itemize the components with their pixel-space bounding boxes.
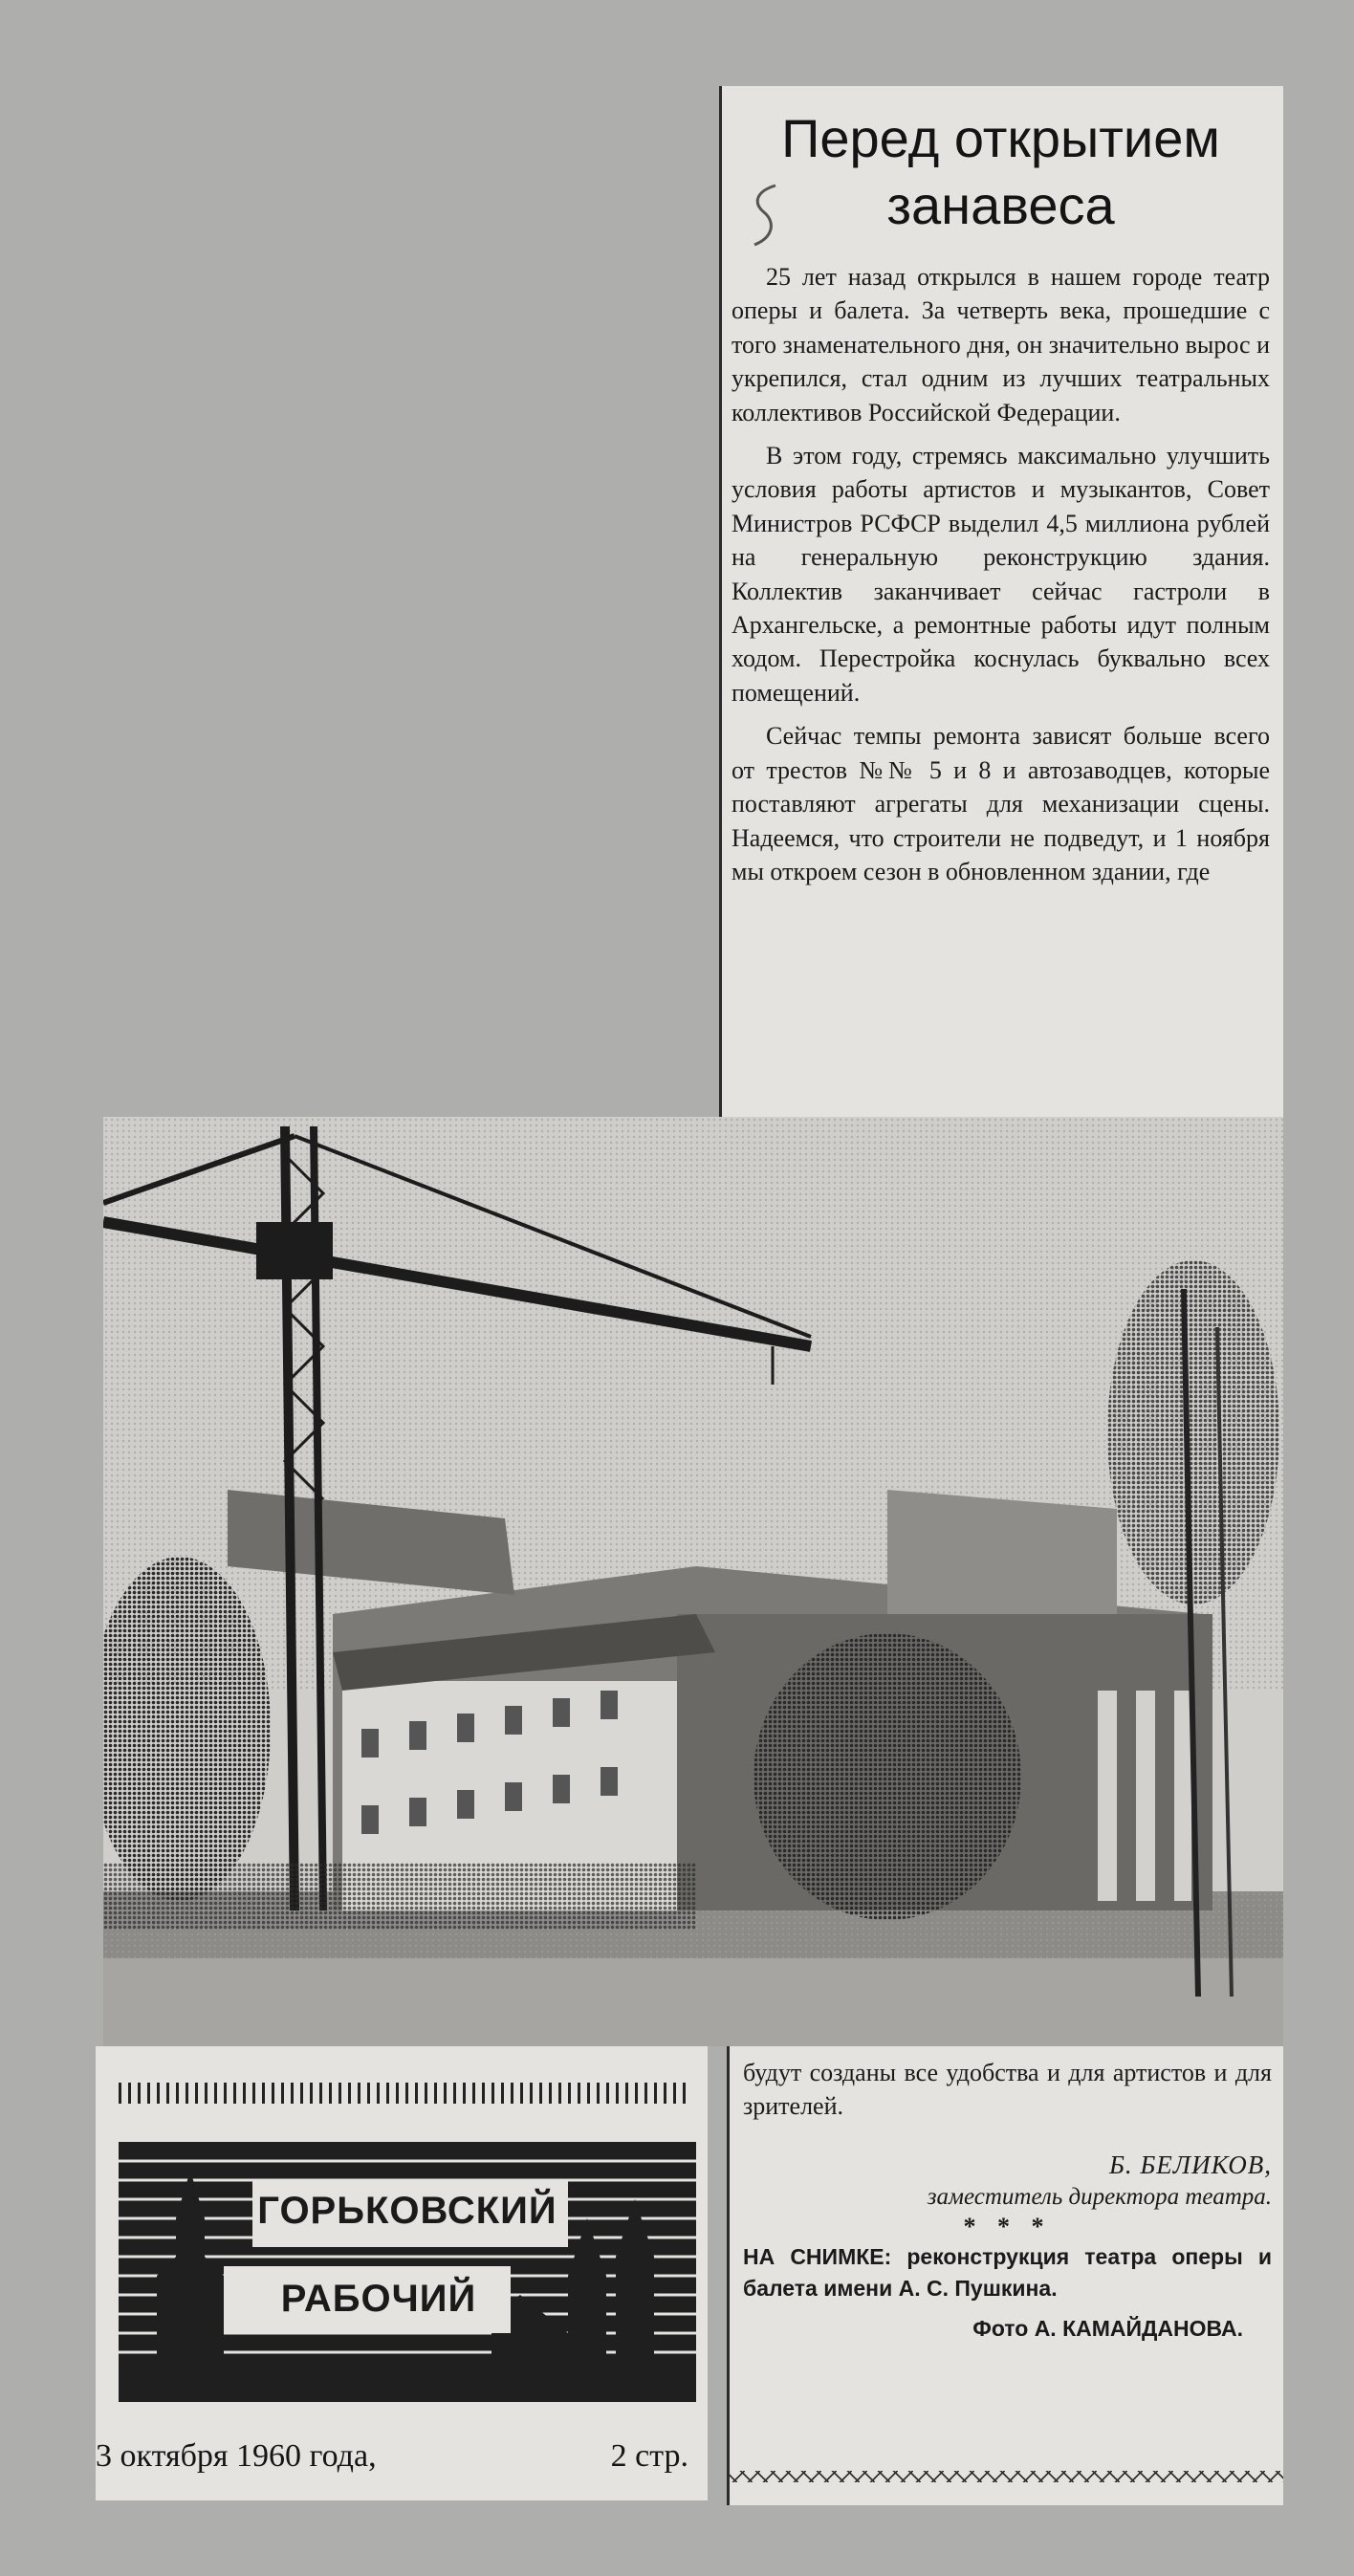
zigzag-divider — [730, 2471, 1283, 2482]
masthead-clipping — [96, 2046, 708, 2500]
masthead-word-2: РАБОЧИЙ — [280, 2278, 477, 2320]
masthead-word-1: ГОРЬКОВСКИЙ — [257, 2190, 557, 2232]
article-paragraph-2: В этом году, стремясь максимально улучшить условия работы артистов и музыкантов, Совет Министров РСФСР выделил 4,5 миллиона рублей на генеральную реконструкцию здания. Коллектив заканчивает сейчас гастроли в Архангельске, а ремонтные работы идут полным ходом. Перестройка коснулась буквально всех помещений. — [732, 442, 1270, 707]
author-role: заместитель директора театра. — [927, 2183, 1272, 2210]
page-number: 2 стр. — [610, 2438, 688, 2474]
perforation-divider — [119, 2083, 692, 2104]
newspaper-masthead — [119, 2142, 696, 2402]
article-headline — [732, 105, 1270, 239]
article-continuation — [727, 2046, 1283, 2505]
asterisk-separator: * * * — [963, 2212, 1052, 2240]
photo-credit: Фото А. КАМАЙДАНОВА. — [972, 2315, 1243, 2341]
pencil-mark-icon — [749, 182, 781, 249]
newspaper-photo — [103, 1117, 1283, 2046]
article-paragraph-1: 25 лет назад открылся в нашем городе театр оперы и балета. За четверть века, прошедшие с того знаменательного дня, он значительно вырос и укрепился, стал одним из лучших театральных коллективов Российской Федерации. — [732, 263, 1270, 426]
headline-line-2: занавеса — [886, 175, 1115, 235]
author-name: Б. БЕЛИКОВ, — [1108, 2150, 1272, 2179]
issue-date: 3 октября 1960 года, — [96, 2438, 377, 2474]
article-paragraph-3: Сейчас темпы ремонта зависят больше всего от трестов №№ 5 и 8 и автозаводцев, которые поставляют агрегаты для механизации сцены. Надеемся, что строители не подведут, и 1 ноября мы откроем сезон в обновленном здании, где — [732, 722, 1270, 885]
masthead-kremlin-icon — [119, 2142, 696, 2402]
construction-photo — [103, 1117, 1283, 2046]
photo-caption: НА СНИМКЕ: реконструкция театра оперы и балета имени А. С. Пушкина. — [743, 2243, 1272, 2301]
article-column — [719, 86, 1283, 1119]
article-continuation-text: будут созданы все удобства и для артистов и для зрителей. — [743, 2059, 1272, 2121]
headline-line-1: Перед открытием — [781, 108, 1220, 168]
